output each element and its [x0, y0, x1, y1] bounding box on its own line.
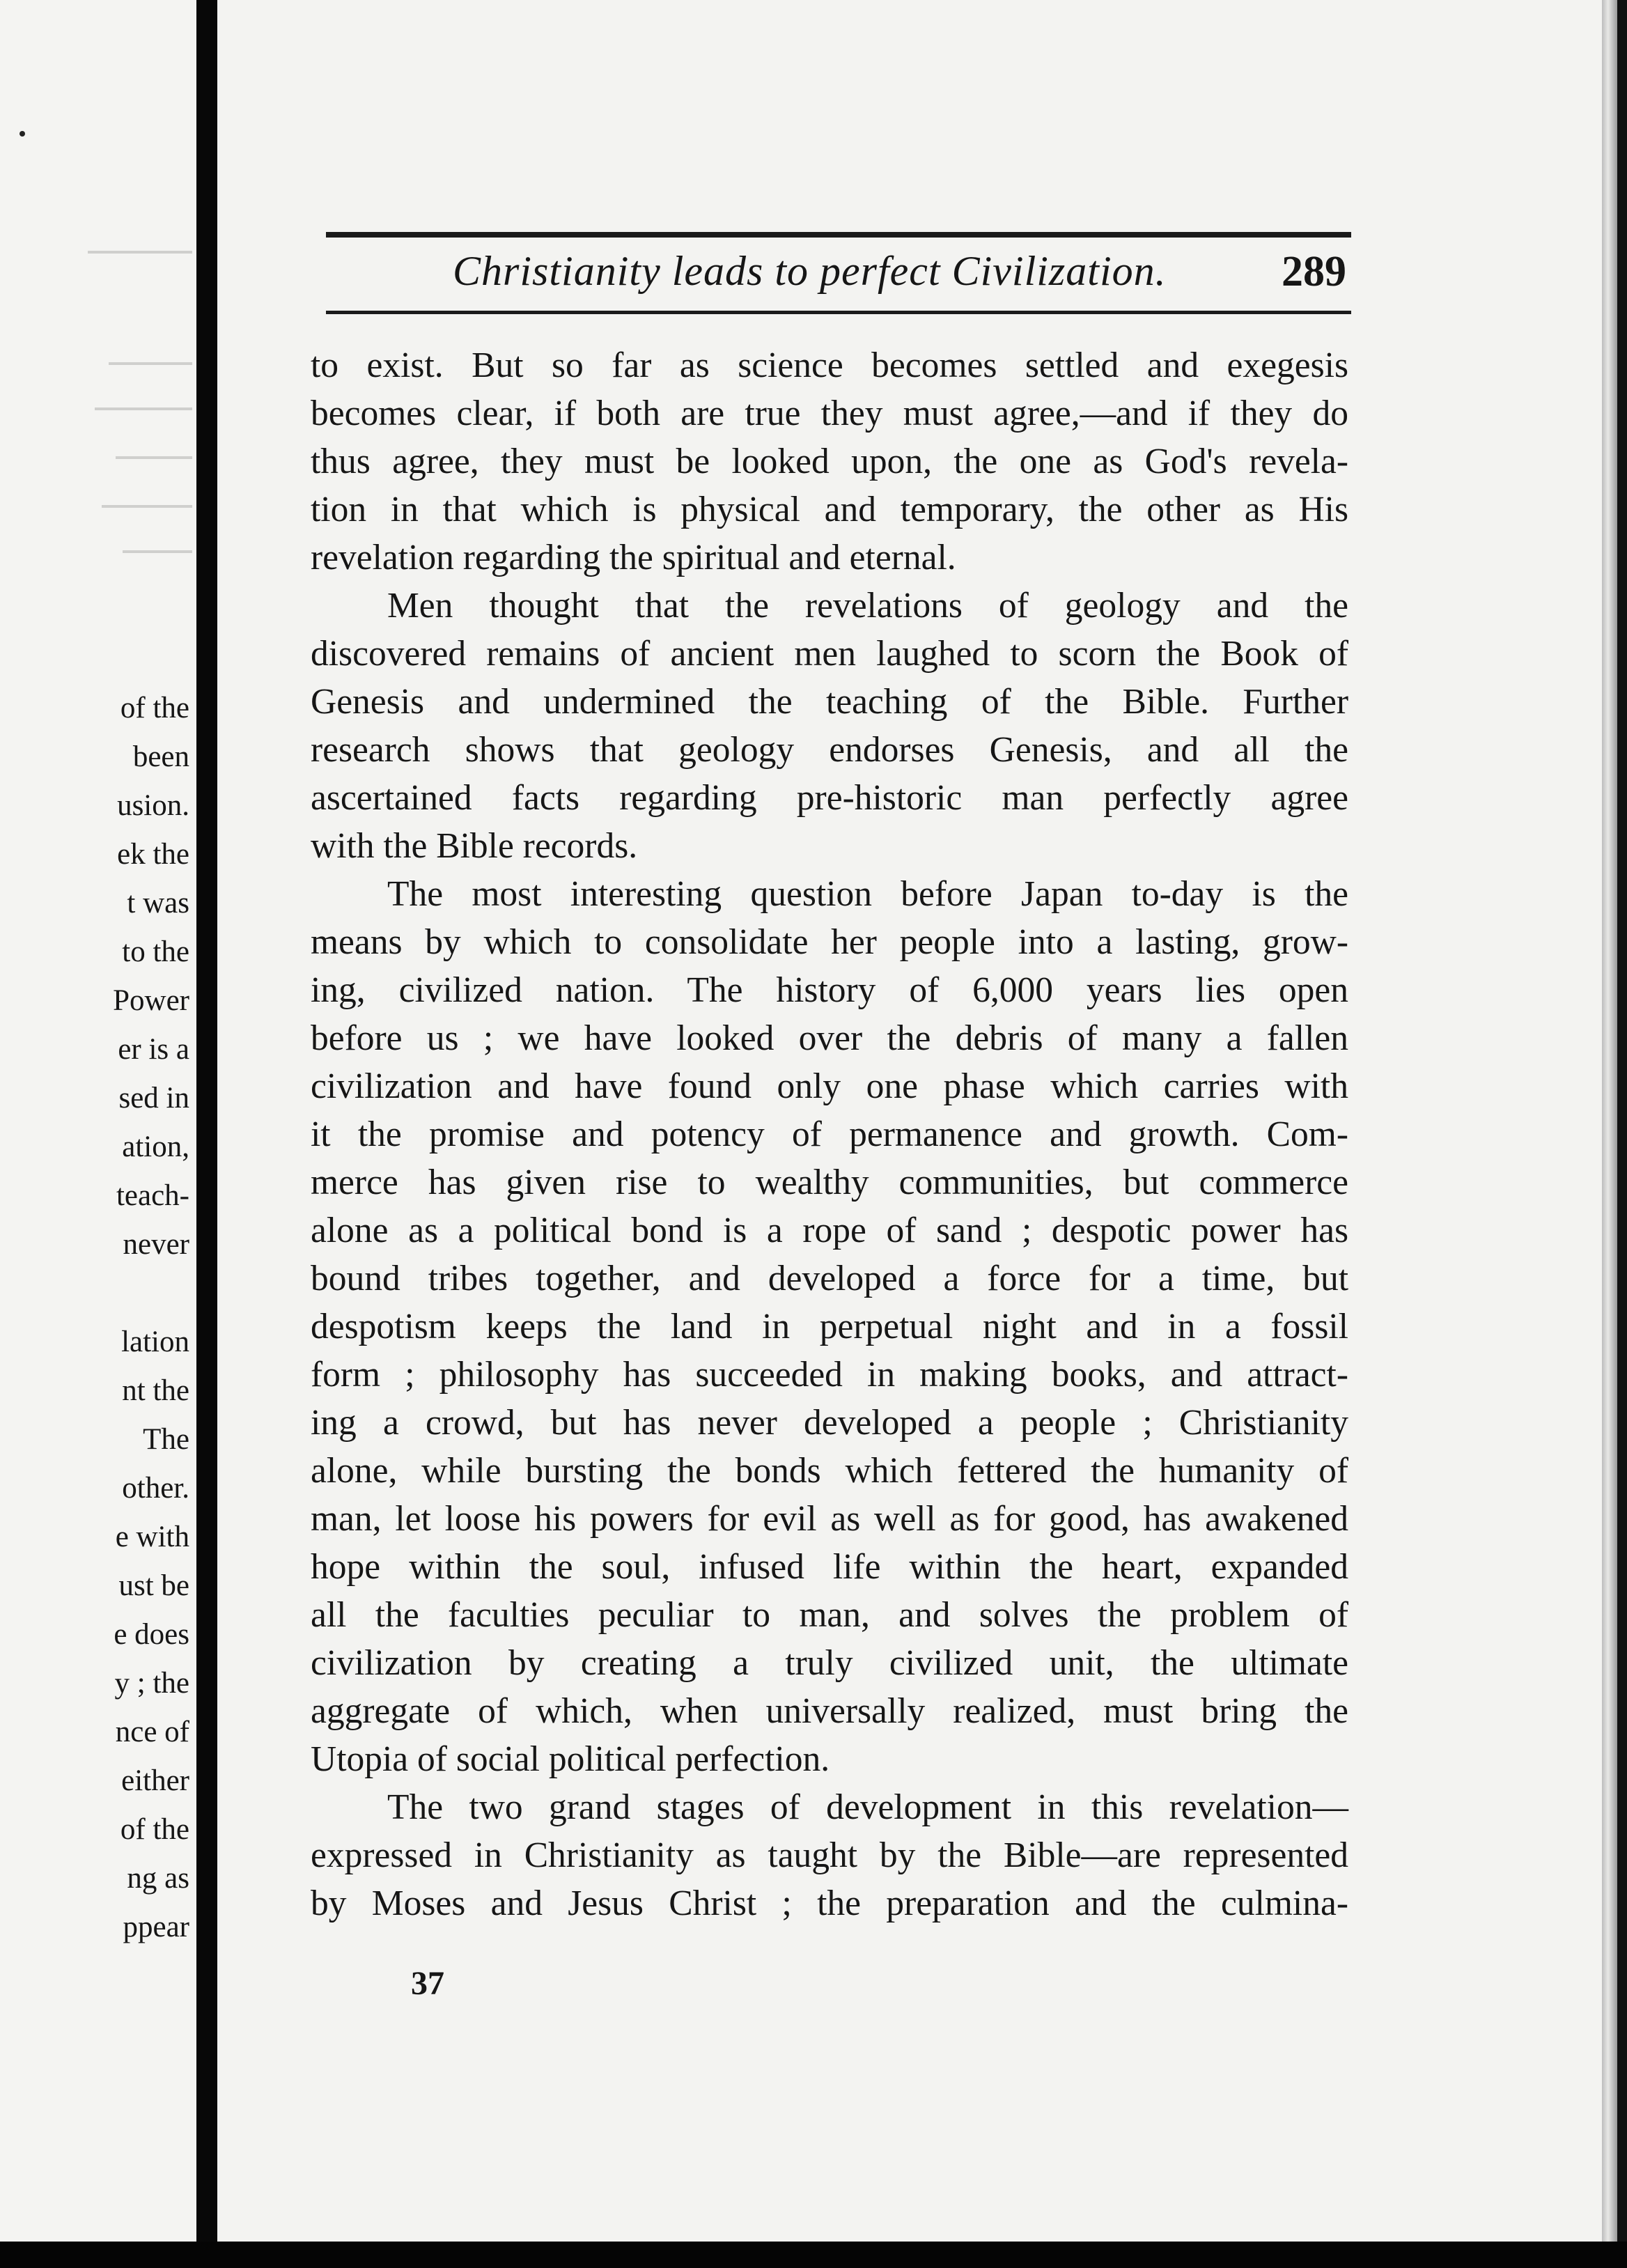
paragraph [311, 1783, 1348, 1927]
left-fragment: of the [120, 692, 189, 724]
left-fragment: t was [127, 887, 189, 919]
text-line: alone, while bursting the bonds which fettered the humanity of [311, 1451, 1348, 1491]
left-fragment: nce of [115, 1716, 189, 1748]
left-fragment: ppear [123, 1911, 189, 1943]
text-line: becomes clear, if both are true they must agree,—and if they do [311, 394, 1348, 433]
left-fragment: of the [120, 1813, 189, 1846]
text-line: form ; philosophy has succeeded in making books, and attract- [311, 1355, 1348, 1395]
left-fragment: ation, [122, 1131, 189, 1163]
paragraph [311, 341, 1348, 582]
running-title: Christianity leads to perfect Civilization. [453, 248, 1167, 294]
paragraph [311, 582, 1348, 870]
text-line: despotism keeps the land in perpetual night and in a fossil [311, 1307, 1348, 1346]
left-fragment: nt the [122, 1374, 189, 1407]
text-line: ascertained facts regarding pre-historic man perfectly agree [311, 778, 1348, 818]
book-gutter [196, 0, 217, 2268]
text-line: to exist. But so far as science becomes settled and exegesis [311, 345, 1348, 385]
text-line: aggregate of which, when universally realized, must bring the [311, 1691, 1348, 1731]
text-line: The two grand stages of development in this revelation— [387, 1787, 1348, 1827]
left-fragment: y ; the [114, 1667, 189, 1700]
left-fragment: er is a [118, 1033, 189, 1066]
left-fragment: teach- [116, 1179, 189, 1212]
left-fragment: sed in [118, 1082, 189, 1114]
text-line: ing a crowd, but has never developed a people ; Christianity [311, 1403, 1348, 1443]
left-fragment: Power [113, 984, 189, 1017]
text-line: before us ; we have looked over the debris of many a fallen [311, 1018, 1348, 1058]
signature-mark: 37 [411, 1965, 444, 2002]
left-fragment: lation [121, 1326, 189, 1358]
faded-text-trace [116, 456, 192, 459]
header-rule-bottom [326, 311, 1351, 314]
left-fragment: ek the [117, 838, 189, 871]
text-line: The most interesting question before Japan to-day is the [387, 874, 1348, 914]
text-line: means by which to consolidate her people into a lasting, grow- [311, 922, 1348, 962]
faded-text-trace [102, 505, 192, 508]
text-line: man, let loose his powers for evil as well as for good, has awakened [311, 1499, 1348, 1539]
text-line: hope within the soul, infused life within the heart, expanded [311, 1547, 1348, 1587]
text-line: with the Bible records. [311, 826, 638, 866]
left-fragment: been [132, 740, 189, 773]
faded-text-trace [109, 362, 192, 365]
left-fragment: The [143, 1423, 189, 1456]
left-fragment: either [121, 1764, 189, 1797]
text-line: Genesis and undermined the teaching of the Bible. Further [311, 682, 1348, 722]
left-fragment: other. [122, 1472, 189, 1505]
left-fragment: to the [122, 935, 189, 968]
left-page-line-fragments [0, 684, 189, 1952]
page-edge-shadow [1602, 0, 1617, 2268]
text-line: it the promise and potency of permanence and growth. Com- [311, 1114, 1348, 1154]
left-fragment: never [123, 1228, 189, 1261]
faded-text-trace [123, 550, 192, 553]
page-body [311, 341, 1348, 1927]
text-line: tion in that which is physical and temporary, the other as His [311, 490, 1348, 529]
text-line: civilization and have found only one phase which carries with [311, 1066, 1348, 1106]
text-line: Utopia of social political perfection. [311, 1739, 830, 1779]
left-facing-page [0, 0, 196, 2268]
left-fragment: ust be [118, 1569, 189, 1602]
header-rule-top [326, 232, 1351, 238]
text-line: thus agree, they must be looked upon, the one as God's revela- [311, 442, 1348, 481]
text-line: civilization by creating a truly civilized unit, the ultimate [311, 1643, 1348, 1683]
text-line: Men thought that the revelations of geology and the [387, 586, 1348, 626]
ink-speck [20, 131, 25, 137]
text-line: all the faculties peculiar to man, and solves the problem of [311, 1595, 1348, 1635]
scan-border-bottom [0, 2242, 1627, 2268]
text-line: expressed in Christianity as taught by the Bible—are represented [311, 1835, 1348, 1875]
text-line: research shows that geology endorses Genesis, and all the [311, 730, 1348, 770]
page-number: 289 [1282, 248, 1346, 295]
faded-text-trace [95, 407, 192, 410]
text-line: revelation regarding the spiritual and eternal. [311, 538, 956, 577]
text-line: discovered remains of ancient men laughed to scorn the Book of [311, 634, 1348, 674]
text-line: merce has given rise to wealthy communities, but commerce [311, 1163, 1348, 1202]
left-fragment: ng as [127, 1862, 189, 1895]
text-line: bound tribes together, and developed a force for a time, but [311, 1259, 1348, 1298]
faded-text-trace [88, 251, 192, 254]
left-fragment: e does [114, 1618, 189, 1651]
left-fragment: usion. [117, 789, 189, 822]
paragraph [311, 870, 1348, 1783]
scan-border-right [1617, 0, 1627, 2268]
text-line: by Moses and Jesus Christ ; the preparation and the culmina- [311, 1883, 1348, 1923]
text-line: alone as a political bond is a rope of sand ; despotic power has [311, 1211, 1348, 1250]
text-line: ing, civilized nation. The history of 6,000 years lies open [311, 970, 1348, 1010]
left-fragment: e with [115, 1521, 189, 1553]
